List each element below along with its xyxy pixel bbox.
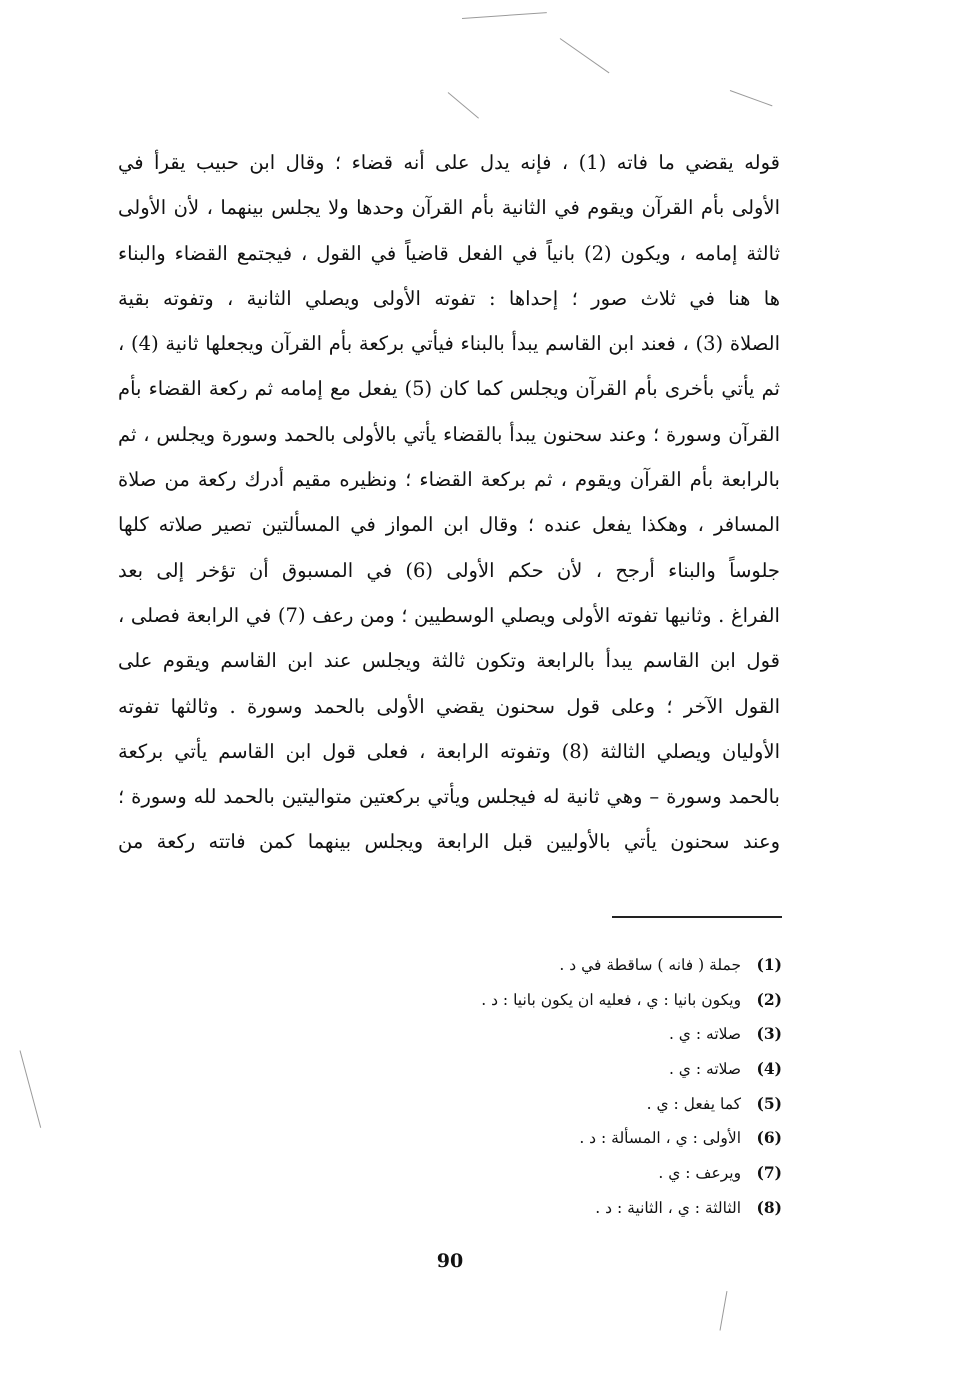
text-line: جلوساً والبناء أرجح ، لأن حكم الأولى (6) في المسبوق أن تؤخر إلى بعد xyxy=(118,558,780,582)
text-line: وعند سحنون يأتي بالأوليين قبل الرابعة ويجلس بينهما كمن فاتته ركعة من xyxy=(118,830,780,854)
footnote-number: (8) xyxy=(756,1197,782,1217)
text-line: ثم يأتي بأخرى بأم القرآن ويجلس كما كان (5) يفعل مع إمامه ثم ركعة القضاء بأم xyxy=(118,377,780,401)
footnote-number: (7) xyxy=(756,1163,782,1183)
text-line: ثالثة إمامه ، ويكون (2) بانياً في الفعل قاضياً في القول ، فيجتمع القضاء والبناء xyxy=(118,241,780,265)
text-line: بالرابعة بأم القرآن ويقوم ، ثم بركعة القضاء ؛ ونظيره مقيم أدرك ركعة من صلاة xyxy=(118,468,780,492)
text-line: الفراغ . وثانيها تفوته الأولى ويصلي الوسطيين ؛ ومن رعف (7) في الرابعة فصلى ، xyxy=(118,603,780,627)
footnote-number: (5) xyxy=(756,1093,782,1113)
scan-mark xyxy=(720,1291,728,1331)
footnote-separator xyxy=(612,916,782,918)
text-line: المسافر ، وهكذا يفعل عنده ؛ وقال ابن المواز في المسألتين تصير صلاته كلها xyxy=(118,513,780,537)
scan-mark xyxy=(730,90,773,106)
footnote xyxy=(360,948,782,983)
footnote-text: الثالثة : ي ، الثانية : د . xyxy=(595,1198,742,1217)
footnote-text: صلاته : ي . xyxy=(668,1060,742,1079)
footnote xyxy=(360,1087,782,1122)
footnote-text: صلاته : ي . xyxy=(668,1025,742,1044)
footnote-number: (3) xyxy=(756,1024,782,1044)
text-line: القول الآخر ؛ وعلى قول سحنون يقضي الأولى بالحمد وسورة . وثالثها تفوته xyxy=(118,694,780,718)
footnote-text: ويكون بانيا : ي ، فعليه ان يكون بانيا : د . xyxy=(481,990,742,1009)
page-number: 90 xyxy=(436,1250,464,1272)
scan-mark xyxy=(462,12,547,19)
footnote xyxy=(360,1017,782,1052)
text-line: ها هنا في ثلاث صور ؛ إحداها : تفوته الأولى ويصلي الثانية ، وتفوته بقية xyxy=(118,286,780,310)
scan-mark xyxy=(448,92,479,118)
main-text xyxy=(118,140,780,865)
footnotes xyxy=(360,948,782,1226)
footnote-text: الأولى : ي ، المسألة : د . xyxy=(579,1129,742,1148)
footnote xyxy=(360,983,782,1018)
footnote xyxy=(360,1156,782,1191)
footnote-number: (2) xyxy=(756,989,782,1009)
text-line: قول ابن القاسم يبدأ بالرابعة وتكون ثالثة ويجلس عند ابن القاسم ويقوم على xyxy=(118,649,780,673)
text-line: بالحمد وسورة – وهي ثانية له فيجلس ويأتي بركعتين متواليتين بالحمد لله وسورة ؛ xyxy=(118,785,780,809)
footnote xyxy=(360,1121,782,1156)
text-line: الصلاة (3) ، فعند ابن القاسم يبدأ بالبناء فيأتي بركعة بأم القرآن ويجعلها ثانية (4) ، xyxy=(118,332,780,356)
footnote-text: جملة ( فانه ) ساقطة في د . xyxy=(559,956,742,974)
footnote-number: (1) xyxy=(756,955,782,974)
footnote-number: (4) xyxy=(756,1059,782,1079)
footnote xyxy=(360,1052,782,1087)
footnote xyxy=(360,1191,782,1226)
text-line: الأوليان ويصلي الثالثة (8) وتفوته الرابعة ، فعلى قول ابن القاسم يأتي بركعة xyxy=(118,739,780,763)
text-line: القرآن وسورة ؛ وعند سحنون يبدأ بالقضاء يأتي بالأولى بالحمد وسورة ويجلس ، ثم xyxy=(118,422,780,446)
footnote-text: ويرعف : ي . xyxy=(658,1164,742,1183)
text-line: الأولى بأم القرآن ويقوم في الثانية بأم القرآن وحدها ولا يجلس بينهما ، لأن الأولى xyxy=(118,196,780,220)
text-line: قوله يقضي ما فاته (1) ، فإنه يدل على أنه قضاء ؛ وقال ابن حبيب يقرأ في xyxy=(118,151,780,174)
footnote-number: (6) xyxy=(756,1128,782,1148)
footnote-text: كما يفعل : ي . xyxy=(646,1094,742,1113)
scan-mark xyxy=(560,38,610,73)
scan-mark xyxy=(20,1050,42,1128)
